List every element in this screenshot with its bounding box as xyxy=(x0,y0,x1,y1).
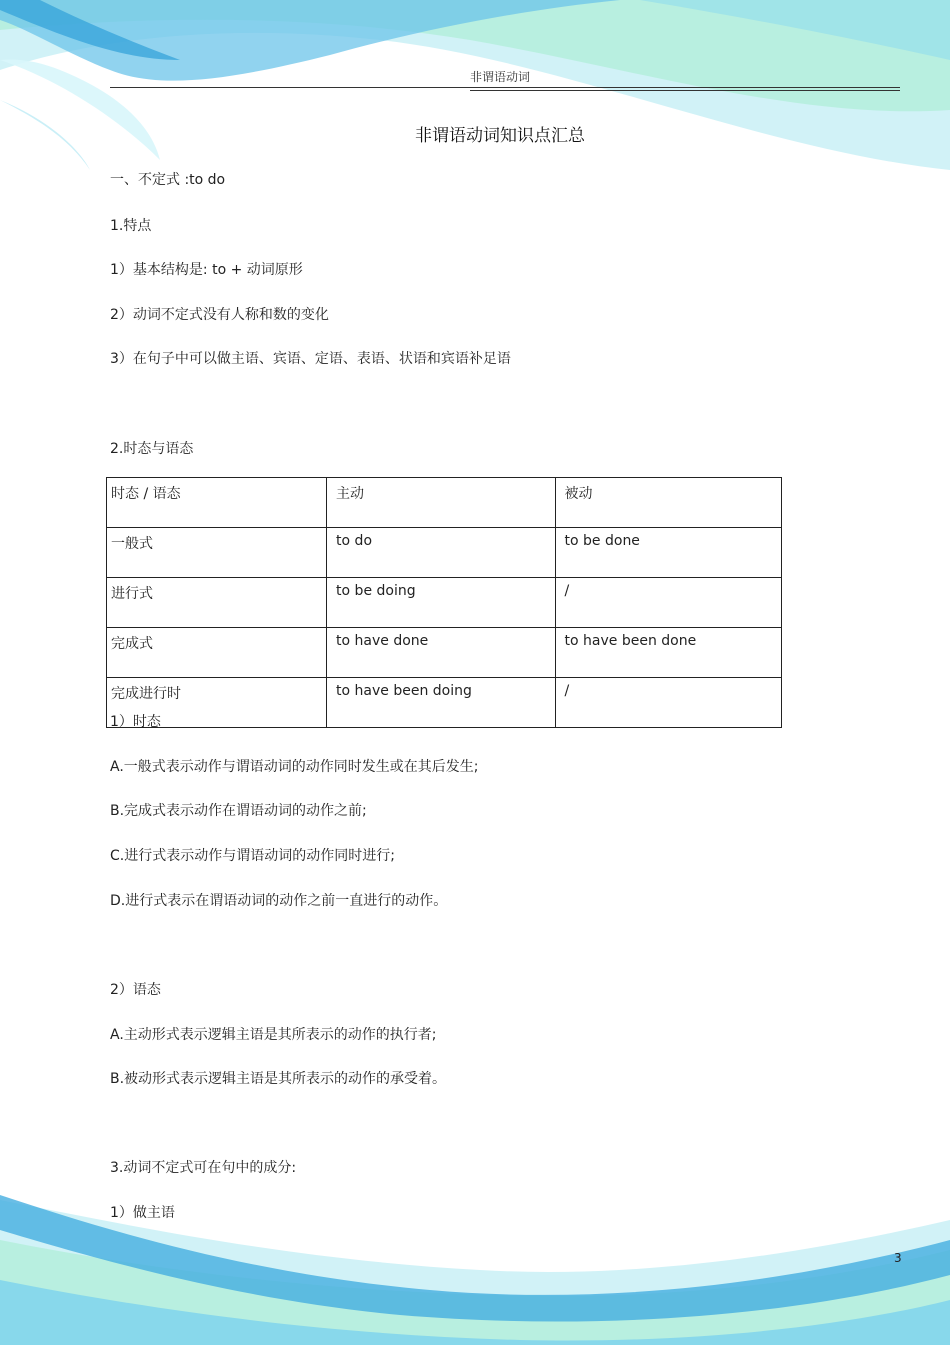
point-2: 2）动词不定式没有人称和数的变化 xyxy=(110,307,329,323)
voice-item: A.主动形式表示逻辑主语是其所表示的动作的执行者; xyxy=(110,1027,437,1043)
page-number: 3 xyxy=(894,1251,902,1265)
point-3: 3）在句子中可以做主语、宾语、定语、表语、状语和宾语补足语 xyxy=(110,351,511,367)
table-cell: to have been doing xyxy=(327,678,555,728)
tense-item: C.进行式表示动作与谓语动词的动作同时进行; xyxy=(110,848,395,864)
tense-voice-table xyxy=(106,477,782,728)
table-header-cell: 时态 / 语态 xyxy=(107,478,327,528)
table-row xyxy=(107,578,782,628)
point-1: 1）基本结构是: to + 动词原形 xyxy=(110,262,303,278)
table-header-cell: 被动 xyxy=(555,478,781,528)
header-rule xyxy=(110,87,900,88)
table-header-cell: 主动 xyxy=(327,478,555,528)
table-cell: 进行式 xyxy=(107,578,327,628)
table-header-row xyxy=(107,478,782,528)
running-header-title: 非谓语动词 xyxy=(470,70,531,84)
table-cell: to have done xyxy=(327,628,555,678)
page-title: 非谓语动词知识点汇总 xyxy=(415,126,585,146)
table-cell: 完成式 xyxy=(107,628,327,678)
table-cell: / xyxy=(555,578,781,628)
tense-item: D.进行式表示在谓语动词的动作之前一直进行的动作。 xyxy=(110,893,448,909)
table-row xyxy=(107,628,782,678)
voice-item: B.被动形式表示逻辑主语是其所表示的动作的承受着。 xyxy=(110,1071,447,1087)
table-cell: 一般式 xyxy=(107,528,327,578)
table-cell: to do xyxy=(327,528,555,578)
tense-item: A.一般式表示动作与谓语动词的动作同时发生或在其后发生; xyxy=(110,759,479,775)
list-item: 1）做主语 xyxy=(110,1205,175,1221)
subsection-heading: 1.特点 xyxy=(110,218,152,234)
voice-heading: 2）语态 xyxy=(110,982,161,998)
table-cell: 完成进行时 xyxy=(107,678,327,728)
table-cell: to have been done xyxy=(555,628,781,678)
header-rule-secondary xyxy=(470,90,900,91)
table-cell: to be done xyxy=(555,528,781,578)
table-row xyxy=(107,678,782,728)
tense-item: B.完成式表示动作在谓语动词的动作之前; xyxy=(110,803,367,819)
table-row xyxy=(107,528,782,578)
subsection-heading: 3.动词不定式可在句中的成分: xyxy=(110,1160,297,1176)
section-heading: 一、不定式 :to do xyxy=(110,172,226,188)
subsection-heading: 2.时态与语态 xyxy=(110,441,194,457)
table-cell: / xyxy=(555,678,781,728)
table-cell: to be doing xyxy=(327,578,555,628)
tense-heading: 1）时态 xyxy=(110,714,161,730)
